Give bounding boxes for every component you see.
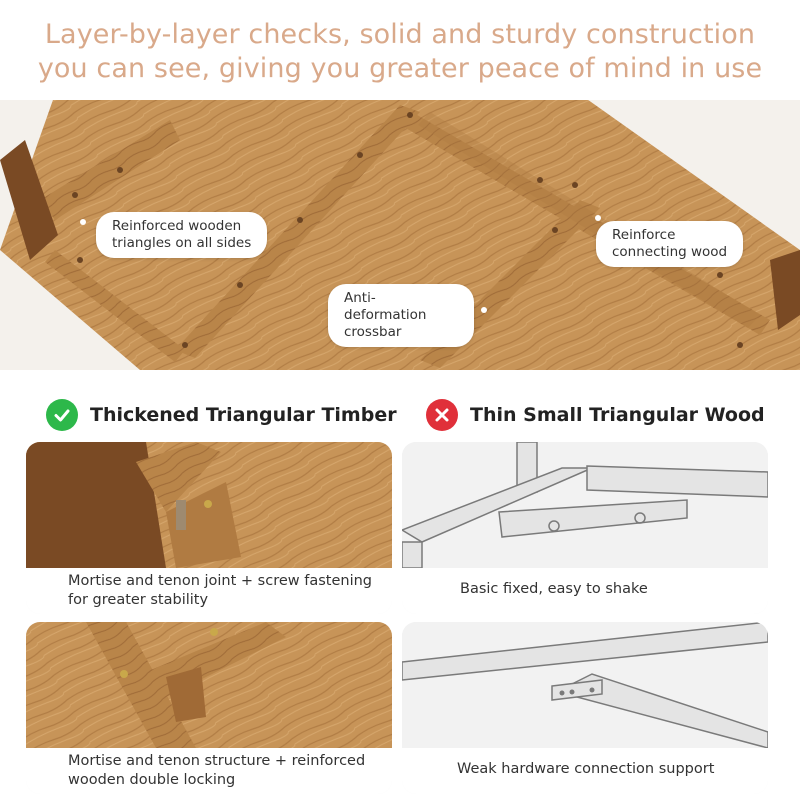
callout-reinforced-triangles-line-2: triangles on all sides: [112, 235, 252, 251]
callout-reinforced-triangles: [96, 212, 267, 258]
panel-good-joint-caption: [26, 568, 392, 614]
panel-good-double-locking-line-2: wooden double locking: [68, 772, 236, 788]
panel-good-double-locking-line-1: Mortise and tenon structure + reinforced: [68, 753, 366, 769]
thick-triangle-joint-photo: [26, 442, 392, 568]
thin-triangle-wood-drawing: [402, 442, 768, 568]
panel-good-joint-line-2: for greater stability: [68, 592, 209, 608]
callout-connecting-wood-line-1: Reinforce: [612, 227, 676, 243]
x-icon: [426, 399, 458, 431]
check-icon: [46, 399, 78, 431]
callout-crossbar-line-2: crossbar: [344, 324, 402, 340]
panel-bad-hardware-caption: [402, 748, 768, 794]
panel-good-double-locking: [26, 622, 392, 794]
panel-good-joint: [26, 442, 392, 614]
callout-connecting-wood: [596, 221, 743, 267]
good-column-header: [46, 398, 397, 432]
panel-bad-hardware-line-1: Weak hardware connection support: [457, 761, 715, 777]
headline-line-2: you can see, giving you greater peace of mind in use: [37, 53, 763, 84]
bad-column-header: [426, 398, 765, 432]
good-column-title: Thickened Triangular Timber: [90, 404, 397, 426]
callout-anti-deformation-crossbar: [328, 284, 474, 347]
panel-good-joint-line-1: Mortise and tenon joint + screw fastening: [68, 573, 372, 589]
panel-bad-thin-wood-caption: [402, 568, 768, 614]
headline-line-1: Layer-by-layer checks, solid and sturdy construction: [44, 19, 756, 50]
callout-reinforced-triangles-line-1: Reinforced wooden: [112, 218, 242, 234]
panel-bad-thin-wood: [402, 442, 768, 614]
weak-hardware-drawing: [402, 622, 768, 748]
headline: [0, 18, 800, 86]
callout-crossbar-line-1: Anti-deformation: [344, 290, 427, 323]
double-locking-photo: [26, 622, 392, 748]
bad-column-title: Thin Small Triangular Wood: [470, 404, 765, 426]
panel-good-double-locking-caption: [26, 748, 392, 794]
panel-bad-thin-wood-line-1: Basic fixed, easy to shake: [460, 581, 648, 597]
panel-bad-hardware: [402, 622, 768, 794]
callout-connecting-wood-line-2: connecting wood: [612, 244, 728, 260]
